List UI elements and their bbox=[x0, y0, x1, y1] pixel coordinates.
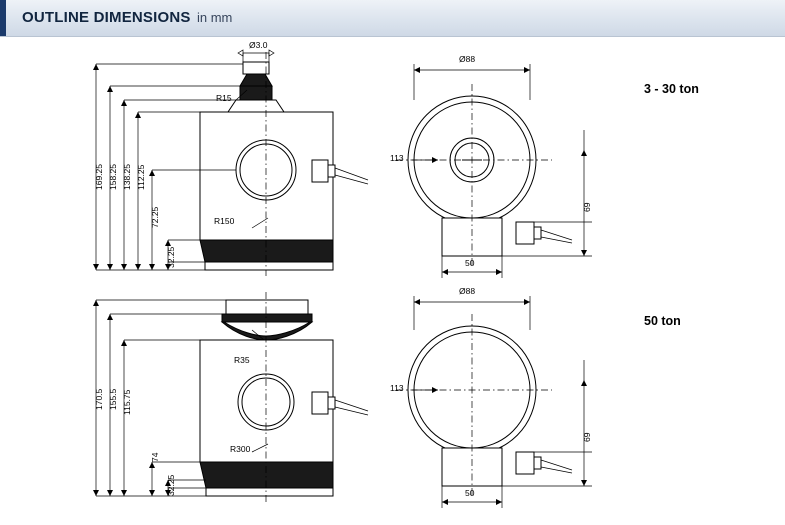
dim-112-25: 112.25 bbox=[136, 164, 146, 190]
variant-label-3-30-ton: 3 - 30 ton bbox=[644, 82, 699, 96]
label-50-top: 50 bbox=[465, 258, 475, 268]
label-top-bore-diameter: Ø3.0 bbox=[249, 40, 268, 50]
dim-169-25: 169.25 bbox=[94, 164, 104, 190]
label-r300: R300 bbox=[230, 444, 251, 454]
top-front-view bbox=[93, 50, 368, 276]
dim-155-5: 155.5 bbox=[108, 388, 118, 410]
dim-138-25: 138.25 bbox=[122, 164, 132, 190]
dim-74: 74 bbox=[150, 452, 160, 462]
label-69-top: 69 bbox=[582, 202, 592, 212]
label-69-bottom: 69 bbox=[582, 432, 592, 442]
label-113-top: 113 bbox=[390, 153, 404, 163]
label-r35: R35 bbox=[234, 355, 250, 365]
label-113-bottom: 113 bbox=[390, 383, 404, 393]
page-title: OUTLINE DIMENSIONS bbox=[22, 9, 191, 26]
dim-115-75: 115.75 bbox=[122, 389, 132, 415]
bottom-front-view bbox=[93, 292, 368, 504]
dim-72-25: 72.25 bbox=[150, 206, 160, 228]
dim-32-25-bottom: 32.25 bbox=[166, 474, 176, 496]
dim-170-5: 170.5 bbox=[94, 388, 104, 410]
label-r15: R15 bbox=[216, 93, 232, 103]
label-r150: R150 bbox=[214, 216, 235, 226]
label-50-bottom: 50 bbox=[465, 488, 475, 498]
label-diameter-88-top: Ø88 bbox=[459, 54, 476, 64]
label-diameter-88-bottom: Ø88 bbox=[459, 286, 476, 296]
page-subtitle: in mm bbox=[197, 10, 233, 25]
dim-158-25: 158.25 bbox=[108, 164, 118, 190]
top-side-view bbox=[396, 64, 592, 278]
dim-32-25-top: 32.25 bbox=[166, 246, 176, 268]
variant-label-50-ton: 50 ton bbox=[644, 314, 681, 328]
bottom-side-view bbox=[396, 296, 592, 508]
